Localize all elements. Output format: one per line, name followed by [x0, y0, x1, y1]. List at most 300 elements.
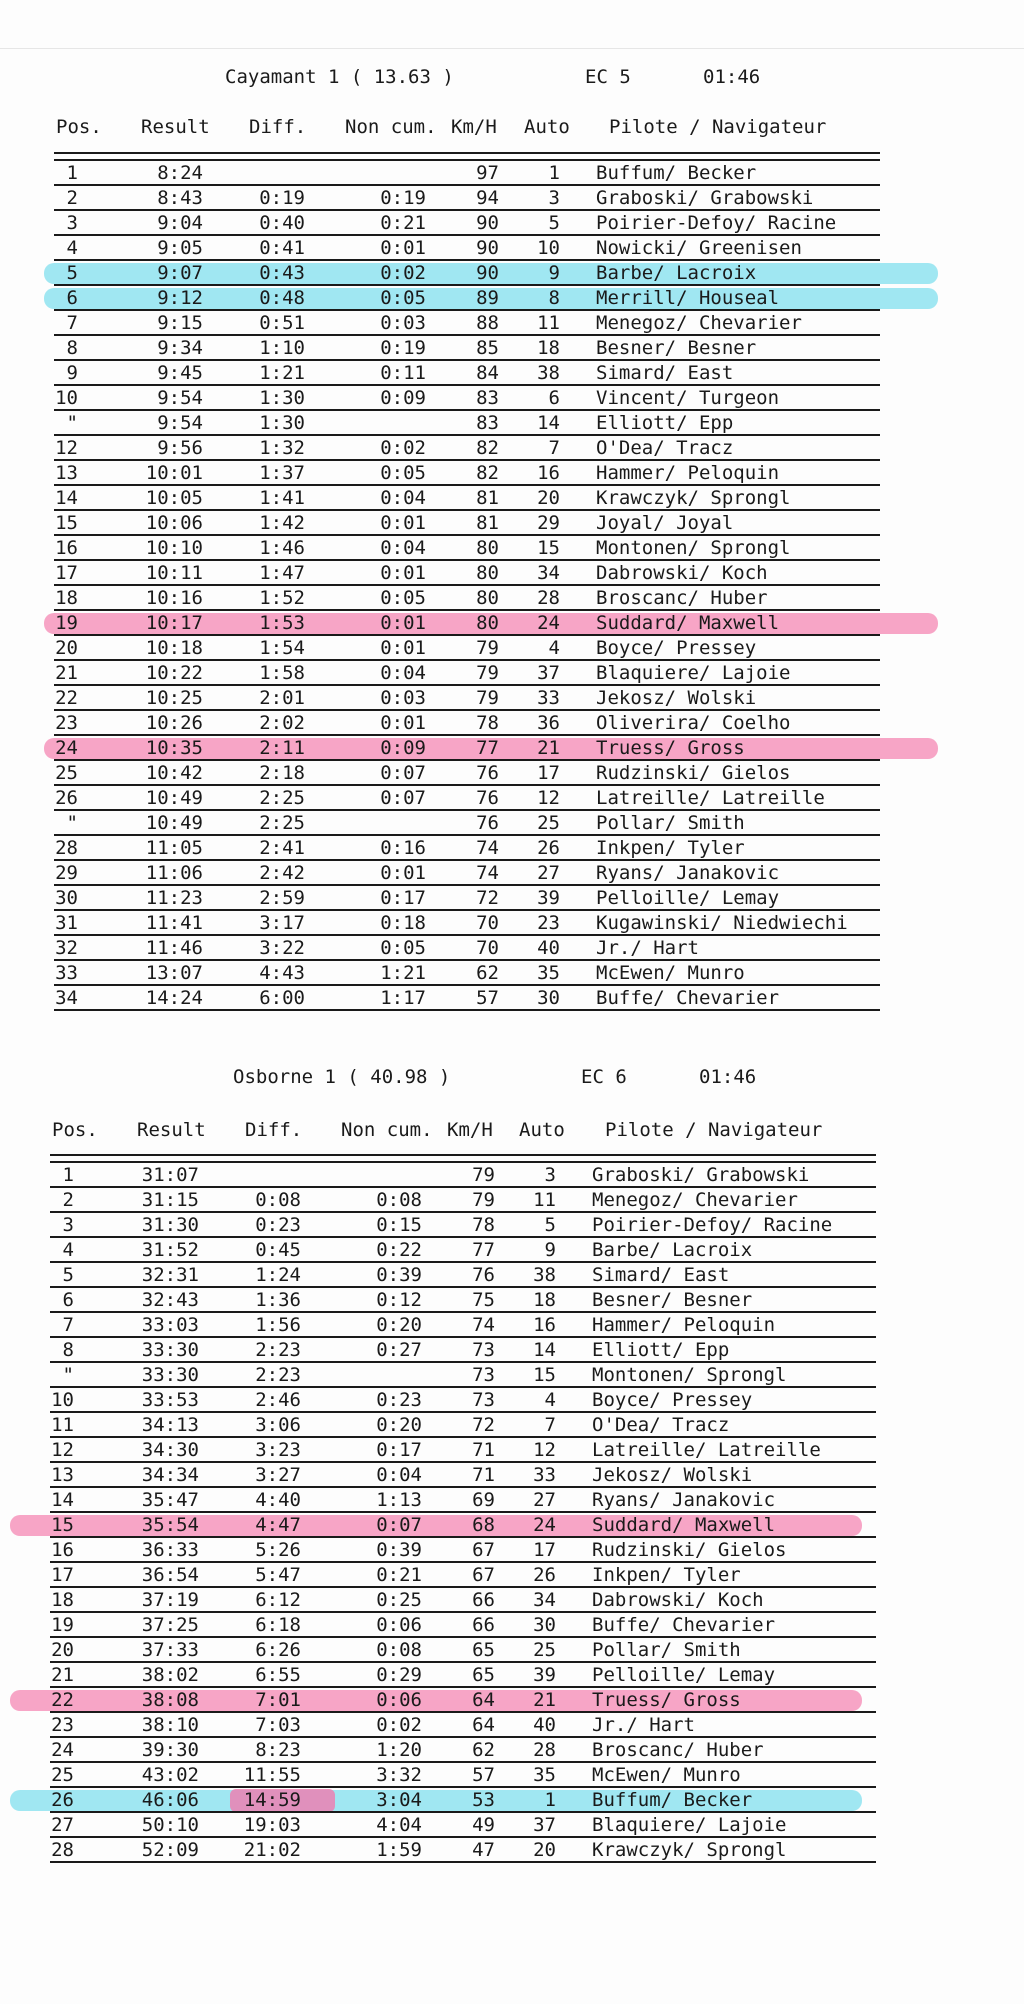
diff-cell: 3:06: [255, 1414, 301, 1436]
table-row: [0, 1813, 1024, 1838]
result-cell: 9:04: [157, 212, 203, 234]
kmh-cell: 73: [472, 1339, 495, 1361]
table-row: [0, 661, 1024, 686]
auto-cell: 5: [544, 1214, 556, 1236]
auto-cell: 18: [537, 337, 560, 359]
pos-cell: 23: [51, 1714, 74, 1736]
table-row: [0, 1188, 1024, 1213]
diff-cell: 0:43: [259, 262, 305, 284]
kmh-cell: 89: [476, 287, 499, 309]
pilote-cell: Nowicki/ Greenisen: [596, 237, 802, 259]
table-row: [0, 1663, 1024, 1688]
noncum-cell: 3:32: [376, 1764, 422, 1786]
result-cell: 8:24: [157, 162, 203, 184]
auto-cell: 11: [533, 1189, 556, 1211]
pos-cell: 20: [51, 1639, 74, 1661]
result-cell: 43:02: [141, 1764, 199, 1786]
pos-cell: 21: [51, 1664, 74, 1686]
result-cell: 11:06: [145, 862, 203, 884]
diff-cell: 1:41: [259, 487, 305, 509]
kmh-cell: 90: [476, 262, 499, 284]
kmh-cell: 67: [472, 1564, 495, 1586]
kmh-cell: 47: [472, 1839, 495, 1861]
auto-cell: 33: [533, 1464, 556, 1486]
pos-cell: 11: [51, 1414, 74, 1436]
kmh-cell: 76: [476, 762, 499, 784]
pilote-cell: Krawczyk/ Sprongl: [592, 1839, 787, 1861]
pilote-cell: Hammer/ Peloquin: [596, 462, 780, 484]
pos-cell: 14: [55, 487, 78, 509]
diff-cell: 1:30: [259, 412, 305, 434]
noncum-cell: 0:05: [380, 937, 426, 959]
pos-cell: 1: [66, 162, 78, 184]
kmh-cell: 79: [472, 1164, 495, 1186]
kmh-cell: 71: [472, 1439, 495, 1461]
pos-cell: 16: [55, 537, 78, 559]
result-cell: 35:54: [141, 1514, 199, 1536]
kmh-cell: 77: [476, 737, 499, 759]
result-cell: 31:30: [141, 1214, 199, 1236]
kmh-cell: 81: [476, 512, 499, 534]
pos-cell: 24: [51, 1739, 74, 1761]
table-row: [0, 361, 1024, 386]
pos-cell: 18: [55, 587, 78, 609]
table-row: [0, 1688, 1024, 1713]
table-row: [0, 1313, 1024, 1338]
pos-cell: 1: [62, 1164, 74, 1186]
pos-cell: 7: [62, 1314, 74, 1336]
pilote-cell: Ryans/ Janakovic: [596, 862, 780, 884]
table-row: [0, 336, 1024, 361]
result-cell: 52:09: [141, 1839, 199, 1861]
col-auto: Auto: [524, 116, 570, 138]
auto-cell: 34: [537, 562, 560, 584]
noncum-cell: 0:39: [376, 1264, 422, 1286]
pos-cell: 3: [62, 1214, 74, 1236]
pos-cell: 22: [55, 687, 78, 709]
pilote-cell: Pelloille/ Lemay: [592, 1664, 776, 1686]
kmh-cell: 72: [472, 1414, 495, 1436]
diff-cell: 2:23: [255, 1364, 301, 1386]
pos-cell: 21: [55, 662, 78, 684]
auto-cell: 27: [533, 1489, 556, 1511]
noncum-cell: 0:19: [380, 337, 426, 359]
result-cell: 10:11: [145, 562, 203, 584]
table-row: [0, 161, 1024, 186]
table-row: [0, 1238, 1024, 1263]
noncum-cell: 0:01: [380, 712, 426, 734]
kmh-cell: 57: [476, 987, 499, 1009]
kmh-cell: 68: [472, 1514, 495, 1536]
col-result: Result: [137, 1119, 206, 1141]
diff-cell: 2:11: [259, 737, 305, 759]
noncum-cell: 0:04: [380, 487, 426, 509]
page-top-edge: [0, 48, 1024, 49]
noncum-cell: 1:17: [380, 987, 426, 1009]
diff-cell: 5:26: [255, 1539, 301, 1561]
table-row: [0, 861, 1024, 886]
pilote-cell: Montonen/ Sprongl: [592, 1364, 787, 1386]
kmh-cell: 64: [472, 1689, 495, 1711]
pilote-cell: Menegoz/ Chevarier: [596, 312, 802, 334]
table-row: [0, 1263, 1024, 1288]
pilote-cell: Pelloille/ Lemay: [596, 887, 780, 909]
col-diff: Diff.: [249, 116, 307, 138]
pos-cell: 15: [55, 512, 78, 534]
table-row: [0, 686, 1024, 711]
diff-cell: 1:10: [259, 337, 305, 359]
table-row: [0, 1788, 1024, 1813]
pilote-cell: Besner/ Besner: [596, 337, 757, 359]
noncum-cell: 0:01: [380, 237, 426, 259]
diff-cell: 2:23: [255, 1339, 301, 1361]
stage-code: EC 6: [581, 1066, 627, 1088]
result-cell: 9:15: [157, 312, 203, 334]
diff-cell: 3:17: [259, 912, 305, 934]
result-cell: 9:07: [157, 262, 203, 284]
pilote-cell: Krawczyk/ Sprongl: [596, 487, 791, 509]
noncum-cell: 0:06: [376, 1614, 422, 1636]
col-noncum: Non cum.: [341, 1119, 433, 1141]
noncum-cell: 0:22: [376, 1239, 422, 1261]
kmh-cell: 66: [472, 1589, 495, 1611]
diff-cell: 19:03: [243, 1814, 301, 1836]
noncum-cell: 0:07: [380, 762, 426, 784]
auto-cell: 24: [537, 612, 560, 634]
table-row: [0, 1763, 1024, 1788]
col-kmh: Km/H: [451, 116, 497, 138]
noncum-cell: 0:29: [376, 1664, 422, 1686]
pos-cell: ": [66, 412, 78, 434]
noncum-cell: 0:06: [376, 1689, 422, 1711]
auto-cell: 1: [548, 162, 560, 184]
result-cell: 10:01: [145, 462, 203, 484]
pilote-cell: Broscanc/ Huber: [596, 587, 768, 609]
diff-cell: 21:02: [243, 1839, 301, 1861]
diff-cell: 1:52: [259, 587, 305, 609]
diff-cell: 6:18: [255, 1614, 301, 1636]
result-cell: 8:43: [157, 187, 203, 209]
pos-cell: 17: [55, 562, 78, 584]
diff-cell: 2:59: [259, 887, 305, 909]
table-row: [0, 1363, 1024, 1388]
result-cell: 46:06: [141, 1789, 199, 1811]
result-cell: 10:16: [145, 587, 203, 609]
table-row: [0, 811, 1024, 836]
kmh-cell: 97: [476, 162, 499, 184]
pos-cell: 8: [66, 337, 78, 359]
noncum-cell: 0:11: [380, 362, 426, 384]
result-cell: 38:08: [141, 1689, 199, 1711]
kmh-cell: 80: [476, 537, 499, 559]
stage-name: Osborne 1 ( 40.98 ): [233, 1066, 451, 1088]
noncum-cell: 0:09: [380, 387, 426, 409]
kmh-cell: 71: [472, 1464, 495, 1486]
auto-cell: 25: [537, 812, 560, 834]
diff-cell: 7:01: [255, 1689, 301, 1711]
auto-cell: 15: [537, 537, 560, 559]
table-row: [0, 1213, 1024, 1238]
result-cell: 11:23: [145, 887, 203, 909]
kmh-cell: 72: [476, 887, 499, 909]
col-pilote: Pilote / Navigateur: [605, 1119, 823, 1141]
pilote-cell: Merrill/ Houseal: [596, 287, 780, 309]
auto-cell: 5: [548, 212, 560, 234]
pilote-cell: Latreille/ Latreille: [592, 1439, 821, 1461]
result-cell: 9:56: [157, 437, 203, 459]
table-row: [0, 911, 1024, 936]
pilote-cell: Simard/ East: [592, 1264, 730, 1286]
diff-cell: 1:47: [259, 562, 305, 584]
pos-cell: 14: [51, 1489, 74, 1511]
col-pilote: Pilote / Navigateur: [609, 116, 827, 138]
table-row: [0, 1563, 1024, 1588]
table-row: [0, 1538, 1024, 1563]
noncum-cell: 0:39: [376, 1539, 422, 1561]
diff-cell: 2:41: [259, 837, 305, 859]
table-row: [0, 1488, 1024, 1513]
result-cell: 31:07: [141, 1164, 199, 1186]
noncum-cell: 0:08: [376, 1639, 422, 1661]
noncum-cell: 0:25: [376, 1589, 422, 1611]
pos-cell: 4: [66, 237, 78, 259]
diff-cell: 6:55: [255, 1664, 301, 1686]
diff-cell: 7:03: [255, 1714, 301, 1736]
pilote-cell: Dabrowski/ Koch: [596, 562, 768, 584]
result-cell: 11:46: [145, 937, 203, 959]
noncum-cell: 0:18: [380, 912, 426, 934]
pilote-cell: Pollar/ Smith: [592, 1639, 741, 1661]
auto-cell: 17: [537, 762, 560, 784]
kmh-cell: 82: [476, 437, 499, 459]
kmh-cell: 73: [472, 1389, 495, 1411]
auto-cell: 38: [537, 362, 560, 384]
diff-cell: 0:45: [255, 1239, 301, 1261]
table-row: [0, 436, 1024, 461]
auto-cell: 39: [537, 887, 560, 909]
result-cell: 10:25: [145, 687, 203, 709]
noncum-cell: 0:16: [380, 837, 426, 859]
noncum-cell: 0:01: [380, 562, 426, 584]
auto-cell: 30: [537, 987, 560, 1009]
pos-cell: 9: [66, 362, 78, 384]
diff-cell: 1:54: [259, 637, 305, 659]
col-noncum: Non cum.: [345, 116, 437, 138]
pilote-cell: Joyal/ Joyal: [596, 512, 734, 534]
pilote-cell: Boyce/ Pressey: [596, 637, 757, 659]
auto-cell: 37: [533, 1814, 556, 1836]
pos-cell: 17: [51, 1564, 74, 1586]
pilote-cell: Inkpen/ Tyler: [596, 837, 745, 859]
auto-cell: 27: [537, 862, 560, 884]
pilote-cell: Montonen/ Sprongl: [596, 537, 791, 559]
pilote-cell: Ryans/ Janakovic: [592, 1489, 776, 1511]
col-pos: Pos.: [52, 1119, 98, 1141]
pilote-cell: Barbe/ Lacroix: [596, 262, 757, 284]
noncum-cell: 0:20: [376, 1314, 422, 1336]
kmh-cell: 90: [476, 212, 499, 234]
pilote-cell: O'Dea/ Tracz: [592, 1414, 730, 1436]
result-cell: 10:22: [145, 662, 203, 684]
diff-cell: 11:55: [243, 1764, 301, 1786]
pos-cell: 23: [55, 712, 78, 734]
table-row: [0, 761, 1024, 786]
noncum-cell: 0:07: [380, 787, 426, 809]
diff-cell: 6:00: [259, 987, 305, 1009]
pilote-cell: Kugawinski/ Niedwiechi: [596, 912, 848, 934]
auto-cell: 9: [548, 262, 560, 284]
table-row: [0, 886, 1024, 911]
noncum-cell: 0:01: [380, 512, 426, 534]
auto-cell: 8: [548, 287, 560, 309]
results-table: [0, 161, 1024, 1011]
pos-cell: 16: [51, 1539, 74, 1561]
noncum-cell: 0:23: [376, 1389, 422, 1411]
noncum-cell: 0:04: [380, 662, 426, 684]
result-cell: 31:52: [141, 1239, 199, 1261]
kmh-cell: 62: [472, 1739, 495, 1761]
noncum-cell: 0:08: [376, 1189, 422, 1211]
table-row: [0, 1388, 1024, 1413]
kmh-cell: 77: [472, 1239, 495, 1261]
diff-cell: 2:01: [259, 687, 305, 709]
diff-cell: 0:48: [259, 287, 305, 309]
kmh-cell: 83: [476, 387, 499, 409]
auto-cell: 39: [533, 1664, 556, 1686]
pos-cell: 33: [55, 962, 78, 984]
noncum-cell: 0:03: [380, 312, 426, 334]
table-row: [0, 986, 1024, 1011]
pos-cell: 8: [62, 1339, 74, 1361]
auto-cell: 20: [533, 1839, 556, 1861]
pilote-cell: Poirier-Defoy/ Racine: [592, 1214, 833, 1236]
result-cell: 10:49: [145, 787, 203, 809]
result-cell: 36:54: [141, 1564, 199, 1586]
kmh-cell: 80: [476, 587, 499, 609]
result-cell: 33:53: [141, 1389, 199, 1411]
pilote-cell: Suddard/ Maxwell: [596, 612, 780, 634]
table-row: [0, 936, 1024, 961]
table-row: [0, 261, 1024, 286]
pos-cell: 19: [55, 612, 78, 634]
table-header: [0, 112, 1024, 142]
diff-cell: 14:59: [243, 1789, 301, 1811]
result-cell: 9:54: [157, 412, 203, 434]
noncum-cell: 0:20: [376, 1414, 422, 1436]
pilote-cell: Buffum/ Becker: [592, 1789, 753, 1811]
header-double-rule: [50, 1154, 876, 1163]
noncum-cell: 0:17: [376, 1439, 422, 1461]
auto-cell: 7: [548, 437, 560, 459]
pos-cell: 15: [51, 1514, 74, 1536]
auto-cell: 23: [537, 912, 560, 934]
table-row: [0, 1713, 1024, 1738]
pos-cell: 31: [55, 912, 78, 934]
col-result: Result: [141, 116, 210, 138]
diff-cell: 1:37: [259, 462, 305, 484]
pos-cell: ": [62, 1364, 74, 1386]
col-auto: Auto: [519, 1119, 565, 1141]
diff-cell: 3:27: [255, 1464, 301, 1486]
kmh-cell: 80: [476, 612, 499, 634]
noncum-cell: 0:01: [380, 862, 426, 884]
diff-cell: 0:41: [259, 237, 305, 259]
pos-cell: 28: [51, 1839, 74, 1861]
pos-cell: 12: [55, 437, 78, 459]
auto-cell: 6: [548, 387, 560, 409]
kmh-cell: 80: [476, 562, 499, 584]
auto-cell: 35: [537, 962, 560, 984]
auto-cell: 28: [533, 1739, 556, 1761]
kmh-cell: 82: [476, 462, 499, 484]
table-row: [0, 286, 1024, 311]
noncum-cell: 1:20: [376, 1739, 422, 1761]
kmh-cell: 78: [476, 712, 499, 734]
pilote-cell: Simard/ East: [596, 362, 734, 384]
table-row: [0, 311, 1024, 336]
diff-cell: 1:42: [259, 512, 305, 534]
result-cell: 35:47: [141, 1489, 199, 1511]
stage-osborne-1: [0, 1062, 1024, 1882]
header-double-rule: [54, 152, 880, 161]
pilote-cell: Boyce/ Pressey: [592, 1389, 753, 1411]
pilote-cell: Dabrowski/ Koch: [592, 1589, 764, 1611]
pilote-cell: McEwen/ Munro: [592, 1764, 741, 1786]
noncum-cell: 0:09: [380, 737, 426, 759]
stage-time: 01:46: [703, 66, 761, 88]
col-diff: Diff.: [245, 1119, 303, 1141]
auto-cell: 16: [533, 1314, 556, 1336]
noncum-cell: 0:07: [376, 1514, 422, 1536]
auto-cell: 34: [533, 1589, 556, 1611]
stage-time: 01:46: [699, 1066, 757, 1088]
auto-cell: 40: [533, 1714, 556, 1736]
table-row: [0, 736, 1024, 761]
pilote-cell: Truess/ Gross: [596, 737, 745, 759]
pos-cell: 10: [55, 387, 78, 409]
pilote-cell: Oliverira/ Coelho: [596, 712, 791, 734]
noncum-cell: 1:21: [380, 962, 426, 984]
auto-cell: 12: [537, 787, 560, 809]
pos-cell: 2: [66, 187, 78, 209]
noncum-cell: 0:12: [376, 1289, 422, 1311]
pos-cell: 28: [55, 837, 78, 859]
pos-cell: ": [66, 812, 78, 834]
pos-cell: 18: [51, 1589, 74, 1611]
noncum-cell: 0:19: [380, 187, 426, 209]
row-rule: [50, 1861, 876, 1863]
diff-cell: 6:26: [255, 1639, 301, 1661]
noncum-cell: 3:04: [376, 1789, 422, 1811]
pilote-cell: Buffe/ Chevarier: [592, 1614, 776, 1636]
stage-title: [0, 1062, 1024, 1092]
kmh-cell: 76: [476, 812, 499, 834]
pos-cell: 5: [62, 1264, 74, 1286]
noncum-cell: 0:01: [380, 612, 426, 634]
auto-cell: 20: [537, 487, 560, 509]
result-cell: 37:19: [141, 1589, 199, 1611]
kmh-cell: 65: [472, 1664, 495, 1686]
pilote-cell: Vincent/ Turgeon: [596, 387, 780, 409]
result-cell: 10:49: [145, 812, 203, 834]
noncum-cell: 0:17: [380, 887, 426, 909]
table-row: [0, 536, 1024, 561]
pilote-cell: Jr./ Hart: [596, 937, 699, 959]
result-cell: 34:34: [141, 1464, 199, 1486]
kmh-cell: 85: [476, 337, 499, 359]
results-table: [0, 1163, 1024, 1863]
diff-cell: 8:23: [255, 1739, 301, 1761]
